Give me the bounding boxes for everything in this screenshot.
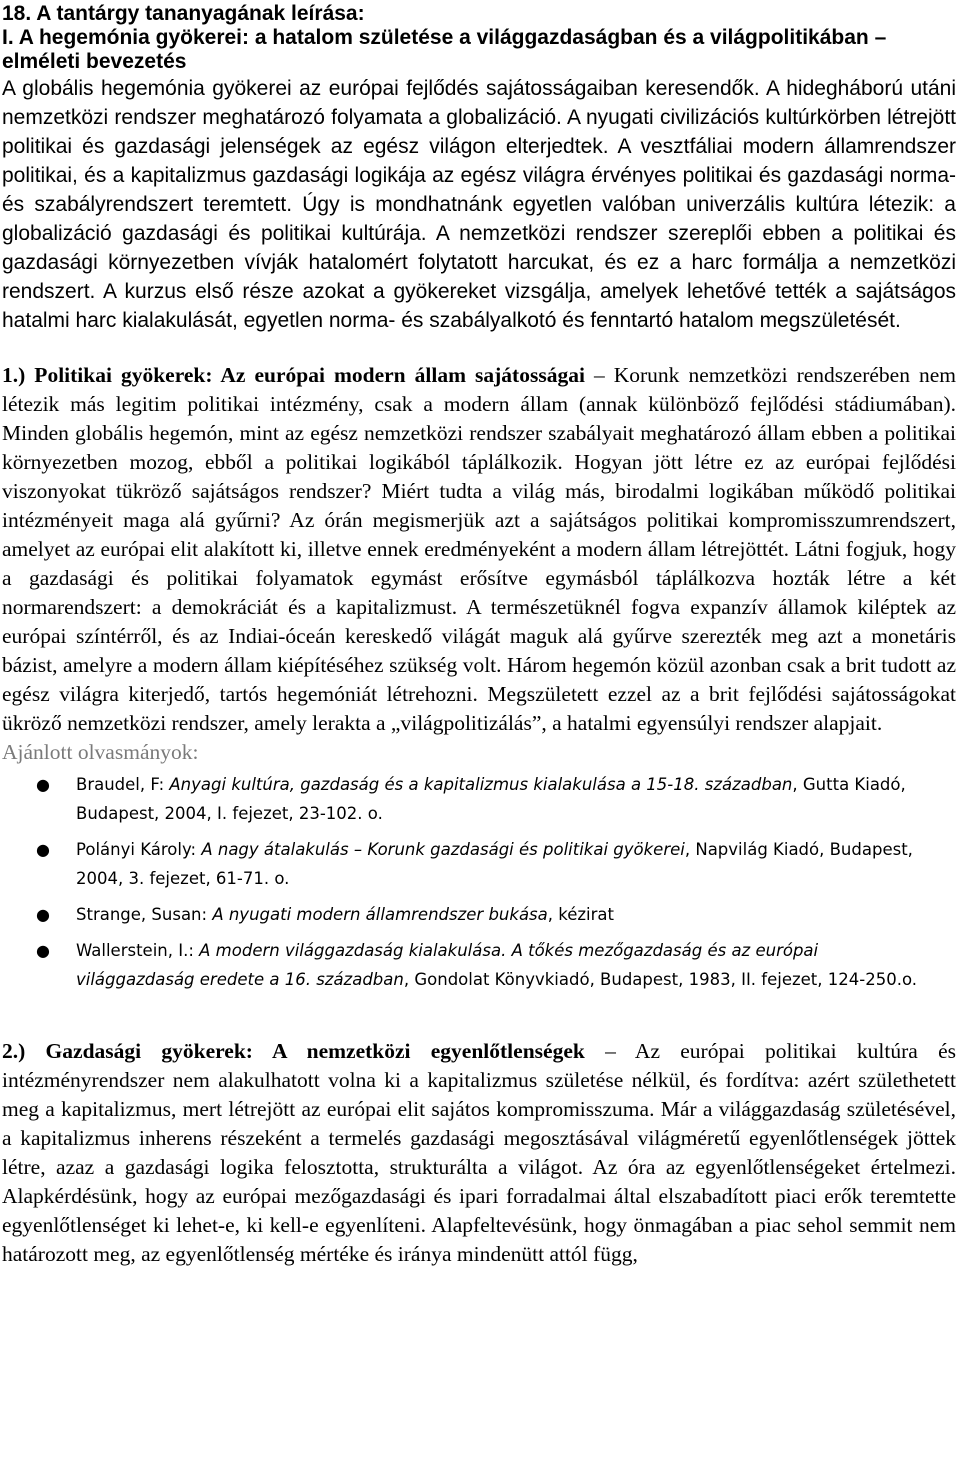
reading-work: A nyugati modern államrendszer bukása xyxy=(212,905,548,924)
blank-line xyxy=(0,335,960,361)
reading-details: , Gondolat Könyvkiadó, Budapest, 1983, II. fejezet, 124-250.o. xyxy=(403,970,918,989)
reading-item xyxy=(0,770,960,828)
bullet-icon: ● xyxy=(36,775,50,794)
blank-line xyxy=(0,1001,960,1037)
reading-details: , Napvilág Kiadó, Budapest, 2004, 3. fejezet, 61-71. o. xyxy=(76,840,913,888)
part1-heading: I. A hegemónia gyökerei: a hatalom születése a világgazdaságban és a világpolitikában – elméleti bevezetés xyxy=(2,26,887,73)
topic1-dash: – xyxy=(593,363,605,387)
part1-intro: A globális hegemónia gyökerei az európai fejlődés sajátosságaiban keresendők. A hidegháború utáni nemzetközi rendszer meghatározó folyamata a globalizáció. A nyugati civilizációs kultúrkörben létrejött politikai és gazdasági jelenségek az egész világon elterjedtek. A vesztfáliai modern államrendszer politikai, és a kapitalizmus gazdasági logikája az egész világra érvényes politikai és gazdasági norma- és szabályrendszert teremtett. Úgy is mondhatnánk egyetlen valóban univerzális kultúra létezik: a globalizáció gazdasági és politikai kultúrája. A nemzetközi rendszer szereplői ebben a politikai és gazdasági környezetben vívják hatalomért folytatott harcukat, és ez a harc formálja a nemzetközi rendszert. A kurzus első része azokat a gyökereket vizsgálja, amelyek lehetővé tették a sajátságos hatalmi harc kialakulását, egyetlen norma- és szabályalkotó és fenntartó hatalom megszületését. xyxy=(2,77,956,332)
reading-author: Wallerstein, I.: xyxy=(76,941,200,960)
reading-item xyxy=(0,835,960,893)
reading-details: , kézirat xyxy=(547,905,614,924)
topic2-paragraph xyxy=(2,1037,956,1269)
reading-author: Braudel, F: xyxy=(76,775,170,794)
reading-item xyxy=(0,936,960,994)
topic2-body: Az európai politikai kultúra és intézményrendszer nem alakulhatott volna ki a kapitalizmus születése nélkül, és fordítva: azért születhetett meg a kapitalizmus, mert létrejött az európai elit sajátos kompromisszuma. Már a világgazdaság születésével, a kapitalizmus inherens részeként a termelés gazdasági megosztásával világméretű egyenlőtlenségek jöttek létre, azaz a gazdasági logika felosztotta, strukturálta a világot. Az óra az egyenlőtlenségeket értelmezi. Alapkérdésünk, hogy az európai mezőgazdasági és ipari forradalmai által elszabadított piaci erők teremtette egyenlőtlenséget ki lehet-e, ki kell-e egyenlíteni. Alapfeltevésünk, hogy önmagában a piac sehol semmit nem határozott meg, az egyenlőtlenség mértéke és iránya mindenütt attól függ, xyxy=(2,1039,956,1266)
reading-work: A modern világgazdaság kialakulása. A tőkés mezőgazdaság és az európai világgazdaság eredete a 16. században xyxy=(76,941,819,989)
reading-work: Anyagi kultúra, gazdaság és a kapitalizmus kialakulása a 15-18. században xyxy=(169,775,793,794)
topic2-dash: – xyxy=(605,1039,616,1063)
reading-author: Polányi Károly: xyxy=(76,840,202,859)
reading-author: Strange, Susan: xyxy=(76,905,213,924)
reading-details: , Gutta Kiadó, Budapest, 2004, I. fejezet, 23-102. o. xyxy=(76,775,906,823)
topic1-paragraph xyxy=(2,361,956,738)
section-title: 18. A tantárgy tananyagának leírása: xyxy=(2,2,365,25)
readings-list xyxy=(0,770,960,994)
topic1-body: Korunk nemzetközi rendszerében nem létezik más legitim politikai intézmény, csak a modern állam (annak különböző fejlődési stádiumában). Minden globális hegemón, mint az egész nemzetközi rendszer szabályait meghatározó állam ebben a politikai környezetben mozog, ebből a politikai logikából táplálkozik. Hogyan jött létre ez az európai fejlődési viszonyokat tükröző sajátságos rendszer? Miért tudta a világ más, birodalmi logikában működő politikai intézményeit maga alá gyűrni? Az órán megismerjük azt a sajátságos politikai kompromisszumrendszert, amelyet az európai elit alakított ki, illetve ennek eredményeként a modern állam létrejöttét. Látni fogjuk, hogy a gazdasági és politikai folyamatok egymást erősítve egymásból táplálkozva hozták létre a két normarendszert: a demokráciát és a kapitalizmust. A természetüknél fogva expanzív államok kiléptek az európai színtérről, és az Indiai-óceán kereskedő világát maguk alá gyűrve szerezték meg azt a monetáris bázist, amelyre a modern állam kiépítéséhez szükség volt. Három hegemón közül azonban csak a brit tudott az egész világra kiterjedő, tartós hegemóniát létrehozni. Megszületett ezzel az a brit fejlődési sajátosságokat ükröző nemzetközi rendszer, amely lerakta a „világpolitizálás”, a hatalmi egyensúlyi rendszer alapjait. xyxy=(2,363,957,735)
readings-title: Ajánlott olvasmányok: xyxy=(2,740,199,764)
topic1-title: 1.) Politikai gyökerek: Az európai modern állam sajátosságai xyxy=(2,363,585,387)
reading-work: A nagy átalakulás – Korunk gazdasági és politikai gyökerei xyxy=(201,840,685,859)
reading-item xyxy=(0,900,960,929)
bullet-icon: ● xyxy=(36,941,50,960)
bullet-icon: ● xyxy=(36,840,50,859)
topic2-title: 2.) Gazdasági gyökerek: A nemzetközi egyenlőtlenségek xyxy=(2,1039,585,1063)
bullet-icon: ● xyxy=(36,905,50,924)
